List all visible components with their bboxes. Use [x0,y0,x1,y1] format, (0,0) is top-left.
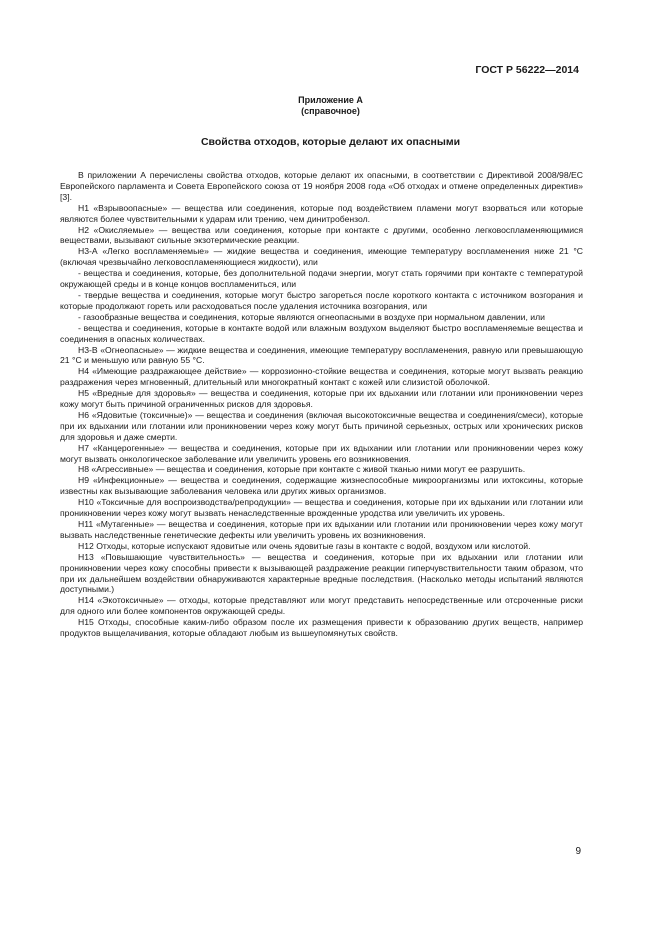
paragraph-h14: Н14 «Экотоксичные» — отходы, которые представляют или могут представить непосредственные или отсроченные риски для одного или более компонентов окружающей среды. [60,595,583,617]
paragraph-h3a-item-3: - газообразные вещества и соединения, которые являются огнеопасными в воздухе при нормальном давлении, или [78,311,545,322]
annex-label: Приложение А [298,95,363,105]
paragraph-h7: Н7 «Канцерогенные» — вещества и соединения, которые при их вдыхании или глотании или проникновении через кожу могут вызвать онкологическое заболевание или увеличить уровень его возникновения. [60,442,583,464]
section-title: Свойства отходов, которые делают их опасными [200,136,461,148]
paragraph-h13: Н13 «Повышающие чувствительность» — вещества и соединения, которые при их вдыхании или глотании или проникновении через кожу способны привести к вызывающей раздражение реакции гиперчувствительности таким образом, что при их дальнейшем воздействии обнаруживаются характерные вредные последствия. (Насколько методы испытаний являются доступными.) [60,551,583,595]
paragraph-h4: Н4 «Имеющие раздражающее действие» — коррозионно-стойкие вещества и соединения, которые могут вызвать реакцию раздражения через мгновенный, длительный или многократный контакт с кожей или слизистой оболочкой. [60,366,583,388]
paragraph-h3a-item-1: - вещества и соединения, которые, без дополнительной подачи энергии, могут стать горячими при контакте с температурой окружающей среды и в конце концов воспламениться, или [60,268,583,290]
paragraph-h9: Н9 «Инфекционные» — вещества и соединения, содержащие жизнеспособные микроорганизмы или ихтоксины, которые известны как вызывающие заболевания человека или других живых организмов. [60,475,583,497]
paragraph-h11: Н11 «Мутагенные» — вещества и соединения, которые при их вдыхании или глотании или проникновении через кожу могут вызвать наследственные генетические дефекты или увеличить уровень их возникновения. [60,519,583,540]
paragraph-h15: Н15 Отходы, способные каким-либо образом после их размещения привести к образованию других веществ, например продуктов выщелачивания, которые обладают любым из вышеупомянутых свойств. [60,617,583,639]
paragraph-h3b: Н3-В «Огнеопасные» — жидкие вещества и соединения, имеющие температуру воспламенения, равную или превышающую 21 °С и меньшую или равную 55 °С. [60,344,583,366]
paragraph-h2: Н2 «Окисляемые» — вещества или соединения, которые при контакте с другими, особенно легковоспламеняющимися веществами, вызывают сильные экзотермические реакции. [60,224,583,246]
document-code: ГОСТ Р 56222—2014 [475,64,579,76]
paragraph-h6: Н6 «Ядовитые (токсичные)» — вещества и соединения (включая высокотоксичные вещества и соединения/смеси), которые при их вдыхании или глотании или проникновении через кожу могут быть причиной серьезных, острых или хронических рисков для здоровья и даже смерти. [60,409,583,442]
intro-paragraph: В приложении А перечислены свойства отходов, которые делают их опасными, в соответствии с Директивой 2008/98/ЕС Европейского парламента и Совета Европейского союза от 19 ноября 2008 года «Об отходах и отмене определенных директив» [3]. [60,170,583,202]
paragraph-h8: Н8 «Агрессивные» — вещества и соединения, которые при контакте с живой тканью ними могут ее разрушить. [78,464,526,475]
annex-heading [0,95,661,117]
paragraph-h5: Н5 «Вредные для здоровья» — вещества и соединения, которые при их вдыхании или глотании или проникновении через кожу могут быть причиной ограниченных рисков для здоровья. [60,388,583,410]
paragraph-h3a-item-2: - твердые вещества и соединения, которые могут быстро загореться после короткого контакта с источником возгорания и которые продолжают гореть или расходоваться после удаления источника возгорания, или [60,289,583,311]
paragraph-h1: Н1 «Взрывоопасные» — вещества или соединения, которые под воздействием пламени могут взорваться или которые являются более чувствительными к ударам или трению, чем динитробензол. [60,202,583,224]
body-text [60,170,583,639]
paragraph-h10: Н10 «Токсичные для воспроизводства/репродукции» — вещества и соединения, которые при их вдыхании или глотании или проникновении через кожу могут вызвать ненаследственные врожденные уродства или увеличить их уровень. [60,497,583,519]
paragraph-h3a-item-4: - вещества и соединения, которые в контакте водой или влажным воздухом выделяют быстро воспламеняемые вещества и соединения в опасных количествах. [60,322,583,344]
paragraph-h3a: Н3-А «Легко воспламеняемые» — жидкие вещества и соединения, имеющие температуру воспламенения ниже 21 °С (включая чрезвычайно легковоспламеняющиеся жидкости), или [60,246,583,268]
page-number: 9 [575,846,581,857]
annex-type: (справочное) [301,106,360,116]
paragraph-h12: Н12 Отходы, которые испускают ядовитые или очень ядовитые газы в контакте с водой, воздухом или кислотой. [78,540,531,551]
